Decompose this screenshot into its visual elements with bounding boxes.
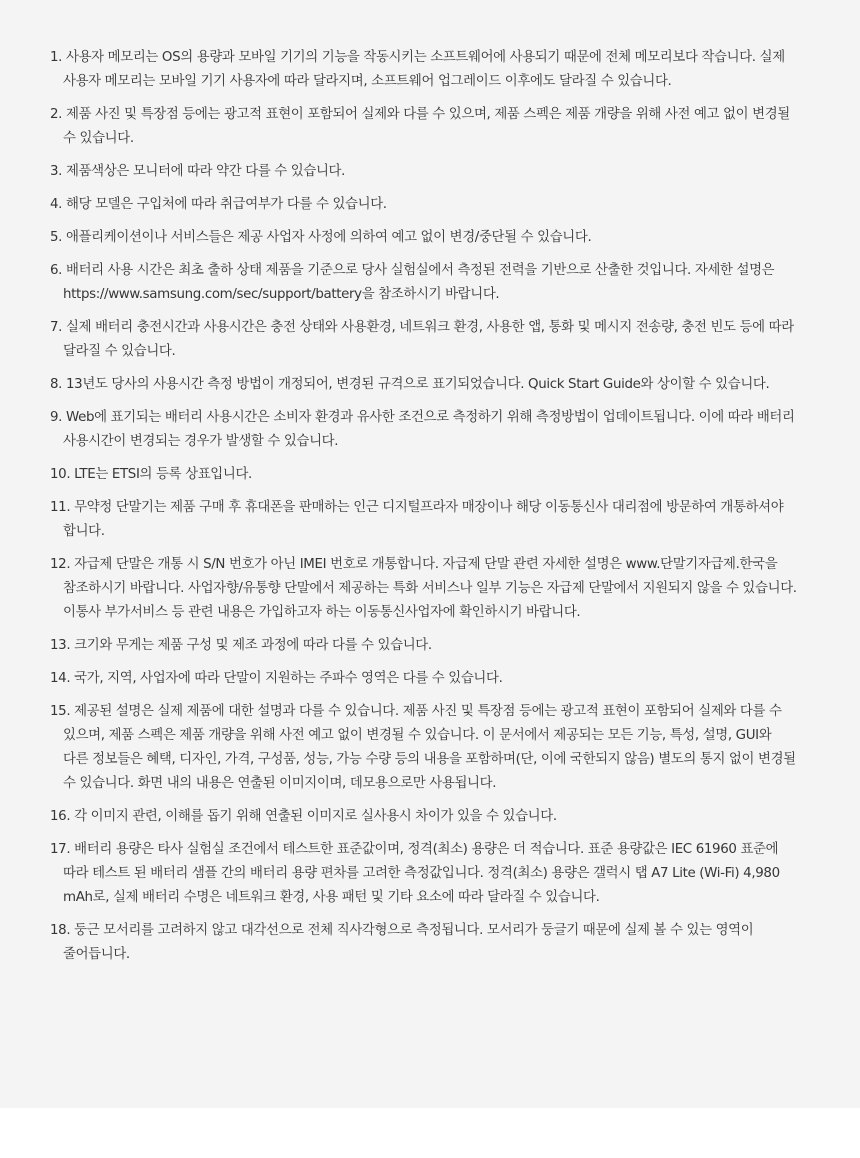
disclaimer-text: 사용자 메모리는 OS의 용량과 모바일 기기의 기능을 작동시키는 소프트웨어에 사용되기 때문에 전체 메모리보다 작습니다. 실제 사용자 메모리는 모바일 기기 사용자에 따라 달라지며, 소프트웨어 업그레이드 이후에도 달라질 수 있습니다.	[63, 50, 785, 89]
disclaimer-text: Web에 표기되는 배터리 사용시간은 소비자 환경과 유사한 조건으로 측정하기 위해 측정방법이 업데이트됩니다. 이에 따라 배터리 사용시간이 변경되는 경우가 발생할 수 있습니다.	[63, 410, 795, 449]
disclaimer-number: 9.	[50, 410, 63, 425]
disclaimer-text: 크기와 무게는 제품 구성 및 제조 과정에 따라 다를 수 있습니다.	[74, 638, 432, 653]
disclaimer-text: 각 이미지 관련, 이해를 돕기 위해 연출된 이미지로 실사용시 차이가 있을 수 있습니다.	[74, 809, 557, 824]
disclaimer-text: 제품 사진 및 특장점 등에는 광고적 표현이 포함되어 실제와 다를 수 있으며, 제품 스펙은 제품 개량을 위해 사전 예고 없이 변경될 수 있습니다.	[63, 107, 790, 146]
disclaimer-item	[50, 316, 800, 364]
disclaimer-number: 8.	[50, 377, 63, 392]
disclaimer-text: 자급제 단말은 개통 시 S/N 번호가 아닌 IMEI 번호로 개통합니다. 자급제 단말 관련 자세한 설명은 www.단말기자급제.한국을 참조하시기 바랍니다. 사업자향/유통향 단말에서 제공하는 특화 서비스나 일부 기능은 자급제 단말에서 지원되지 않을 수 있습니다. 이통사 부가서비스 등 관련 내용은 가입하고자 하는 이동통신사업자에 확인하시기 바랍니다.	[63, 557, 797, 620]
disclaimer-number: 5.	[50, 230, 63, 245]
disclaimer-text: 배터리 용량은 타사 실험실 조건에서 테스트한 표준값이며, 정격(최소) 용량은 더 적습니다. 표준 용량값은 IEC 61960 표준에 따라 테스트 된 배터리 샘플 간의 배터리 용량 편차를 고려한 측정값입니다. 정격(최소) 용량은 갤럭시 탭 A7 Lite (Wi-Fi) 4,980 mAh로, 실제 배터리 수명은 네트워크 환경, 사용 패턴 및 기타 요소에 따라 달라질 수 있습니다.	[63, 842, 780, 905]
disclaimer-item	[50, 103, 800, 151]
disclaimer-item	[50, 373, 800, 397]
disclaimer-item	[50, 463, 800, 487]
disclaimer-item	[50, 838, 800, 910]
disclaimer-number: 15.	[50, 704, 71, 719]
disclaimer-item	[50, 46, 800, 94]
disclaimer-number: 3.	[50, 164, 63, 179]
disclaimer-text: 애플리케이션이나 서비스들은 제공 사업자 사정에 의하여 예고 없이 변경/중단될 수 있습니다.	[66, 230, 592, 245]
disclaimer-item	[50, 805, 800, 829]
disclaimer-text: 실제 배터리 충전시간과 사용시간은 충전 상태와 사용환경, 네트워크 환경, 사용한 앱, 통화 및 메시지 전송량, 충전 빈도 등에 따라 달라질 수 있습니다.	[63, 320, 794, 359]
disclaimer-number: 12.	[50, 557, 71, 572]
disclaimer-text: 제품색상은 모니터에 따라 약간 다를 수 있습니다.	[66, 164, 346, 179]
disclaimer-number: 10.	[50, 467, 71, 482]
disclaimer-number: 14.	[50, 671, 71, 686]
disclaimer-text: LTE는 ETSI의 등록 상표입니다.	[74, 467, 252, 482]
disclaimer-item	[50, 919, 800, 967]
disclaimer-text: 국가, 지역, 사업자에 따라 단말이 지원하는 주파수 영역은 다를 수 있습니다.	[74, 671, 503, 686]
disclaimer-number: 11.	[50, 500, 71, 515]
disclaimer-number: 2.	[50, 107, 63, 122]
disclaimer-text: 배터리 사용 시간은 최초 출하 상태 제품을 기준으로 당사 실험실에서 측정된 전력을 기반으로 산출한 것입니다. 자세한 설명은 https://www.samsung.com/sec/support/battery을 참조하시기 바랍니다.	[63, 263, 775, 302]
disclaimer-item	[50, 259, 800, 307]
disclaimer-item	[50, 226, 800, 250]
disclaimer-item	[50, 193, 800, 217]
disclaimer-item	[50, 700, 800, 796]
disclaimer-text: 제공된 설명은 실제 제품에 대한 설명과 다를 수 있습니다. 제품 사진 및 특장점 등에는 광고적 표현이 포함되어 실제와 다를 수 있으며, 제품 스펙은 제품 개량을 위해 사전 예고 없이 변경될 수 있습니다. 이 문서에서 제공되는 모든 기능, 특성, 설명, GUI와 다른 정보들은 혜택, 디자인, 가격, 구성품, 성능, 가능 수량 등의 내용을 포함하며(단, 이에 국한되지 않음) 별도의 통지 없이 변경될 수 있습니다. 화면 내의 내용은 연출된 이미지이며, 데모용으로만 사용됩니다.	[63, 704, 796, 791]
disclaimer-item	[50, 160, 800, 184]
disclaimer-number: 1.	[50, 50, 63, 65]
disclaimer-number: 4.	[50, 197, 63, 212]
disclaimer-item	[50, 406, 800, 454]
disclaimer-item	[50, 667, 800, 691]
disclaimer-number: 7.	[50, 320, 63, 335]
disclaimer-text: 13년도 당사의 사용시간 측정 방법이 개정되어, 변경된 규격으로 표기되었습니다. Quick Start Guide와 상이할 수 있습니다.	[66, 377, 770, 392]
disclaimer-text: 둥근 모서리를 고려하지 않고 대각선으로 전체 직사각형으로 측정됩니다. 모서리가 둥글기 때문에 실제 볼 수 있는 영역이 줄어듭니다.	[63, 923, 754, 962]
disclaimer-item	[50, 634, 800, 658]
disclaimer-number: 18.	[50, 923, 71, 938]
disclaimer-item	[50, 496, 800, 544]
disclaimer-number: 16.	[50, 809, 71, 824]
disclaimer-item	[50, 553, 800, 625]
disclaimer-text: 해당 모델은 구입처에 따라 취급여부가 다를 수 있습니다.	[66, 197, 387, 212]
disclaimer-number: 6.	[50, 263, 63, 278]
disclaimer-number: 13.	[50, 638, 71, 653]
disclaimer-number: 17.	[50, 842, 71, 857]
disclaimer-text: 무약정 단말기는 제품 구매 후 휴대폰을 판매하는 인근 디지털프라자 매장이나 해당 이동통신사 대리점에 방문하여 개통하셔야 합니다.	[63, 500, 784, 539]
